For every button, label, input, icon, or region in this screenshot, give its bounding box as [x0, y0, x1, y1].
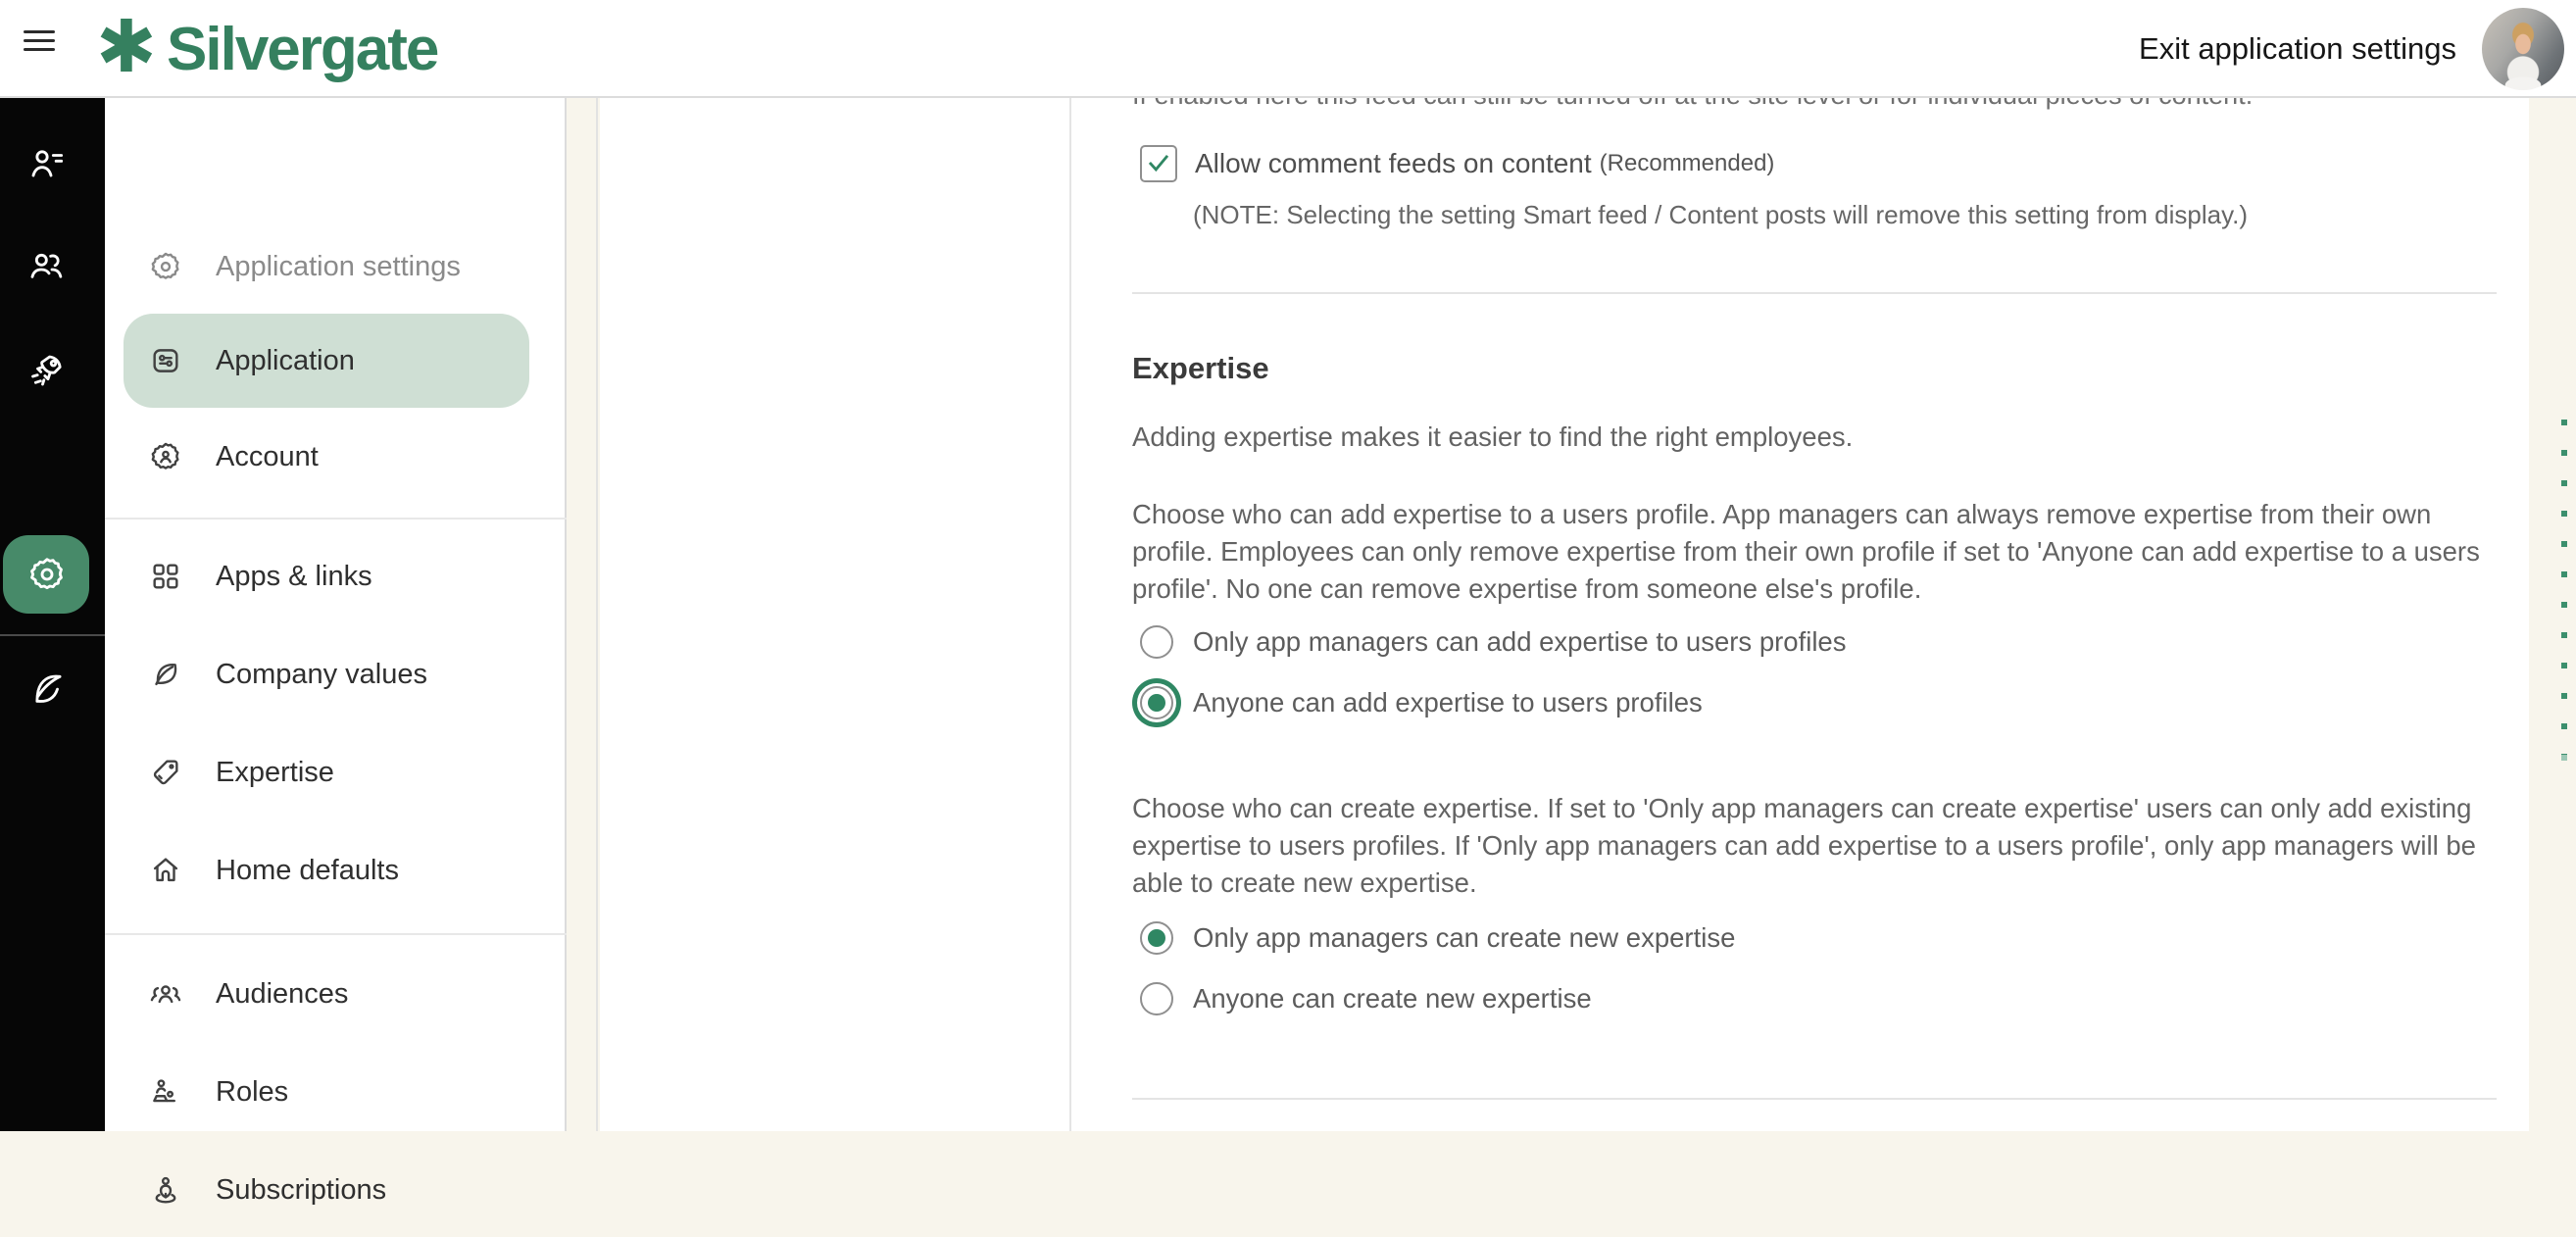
section-divider [1132, 1098, 2497, 1100]
sidebar-item-expertise[interactable] [105, 725, 567, 819]
logo-asterisk-icon: ✱ [96, 6, 158, 87]
sidebar-item-label: Audiences [216, 977, 349, 1010]
hamburger-menu-icon[interactable] [24, 30, 55, 52]
person-pin-icon [149, 1173, 182, 1207]
checkbox-recommended-suffix: (Recommended) [1599, 150, 1775, 176]
create-expertise-description: Choose who can create expertise. If set to 'Only app managers can create expertise' users can only add existing expertise to users profiles. If 'Only app managers can add expertise to a users profile', only app managers will be able to create new expertise. [1132, 793, 2476, 898]
tag-icon [149, 756, 182, 789]
settings-gear-icon[interactable] [27, 555, 67, 594]
sidebar-item-label: Expertise [216, 756, 334, 788]
radio-option-only-managers-add[interactable] [1140, 618, 1846, 666]
add-expertise-description: Choose who can add expertise to a users profile. App managers can always remove expertise from their own profile. Employees can only remove expertise from their own profile if set to 'Anyone can add expertise to a users profile'. No one can remove expertise from someone else's profile. [1132, 499, 2480, 604]
comment-feeds-setting [1140, 145, 1774, 182]
user-profile-icon[interactable] [27, 145, 67, 184]
sidebar-item-label: Subscriptions [216, 1173, 387, 1206]
radio-unselected-icon[interactable] [1140, 625, 1173, 659]
checkbox-note: (NOTE: Selecting the setting Smart feed / Content posts will remove this setting from display.) [1193, 200, 2249, 229]
sidebar-item-apps-links[interactable] [105, 529, 567, 623]
top-header [0, 0, 2576, 98]
people-icon[interactable] [27, 247, 67, 286]
clipped-scrolled-text [1132, 98, 2497, 113]
radio-label: Only app managers can create new expertise [1193, 922, 1736, 953]
scroll-dots-indicator[interactable] [2561, 420, 2567, 765]
expertise-heading: Expertise [1132, 351, 1269, 385]
app-preferences-icon [149, 344, 182, 377]
sidebar-item-label: Apps & links [216, 560, 372, 592]
radio-selected-icon[interactable] [1140, 921, 1173, 955]
sidebar-item-label: Company values [216, 658, 427, 690]
settings-sidebar [105, 98, 567, 1206]
leaf-icon [149, 658, 182, 691]
sidebar-item-home-defaults[interactable] [105, 823, 567, 917]
expertise-intro: Adding expertise makes it easier to find the right employees. [1132, 421, 1854, 452]
radio-unselected-icon[interactable] [1140, 982, 1173, 1015]
sidebar-item-subscriptions[interactable] [105, 1143, 567, 1237]
cream-gutter-left [569, 98, 598, 1131]
radio-selected-icon[interactable] [1140, 686, 1173, 719]
grid-icon [149, 560, 182, 593]
sidebar-item-label: Roles [216, 1075, 289, 1108]
sidebar-item-audiences[interactable] [105, 947, 567, 1041]
sidebar-item-roles[interactable] [105, 1045, 567, 1139]
sidebar-item-application[interactable] [124, 314, 529, 408]
sidebar-item-label: Account [216, 440, 319, 472]
sidebar-item-application-settings[interactable] [105, 220, 567, 314]
logo-text: Silvergate [167, 15, 438, 83]
home-icon [149, 854, 182, 887]
sidebar-item-label: Application [216, 344, 355, 376]
radio-label: Anyone can add expertise to users profiles [1193, 687, 1703, 717]
rocket-icon[interactable] [27, 350, 67, 389]
checkbox-label: Allow comment feeds on content [1195, 148, 1592, 178]
rail-divider [0, 634, 105, 636]
empty-sub-panel [600, 98, 1071, 1131]
radio-option-anyone-create[interactable] [1140, 975, 1592, 1022]
icon-rail [0, 98, 105, 1131]
sidebar-item-company-values[interactable] [105, 627, 567, 721]
audience-people-icon [149, 977, 182, 1011]
scroll-dot-faint [2561, 755, 2567, 761]
sidebar-item-account[interactable] [105, 410, 567, 504]
comment-feeds-checkbox[interactable] [1140, 145, 1177, 182]
feather-icon[interactable] [27, 669, 67, 709]
sidebar-divider [105, 518, 567, 520]
radio-label: Anyone can create new expertise [1193, 983, 1592, 1014]
exit-application-settings-button[interactable]: Exit application settings [2139, 31, 2456, 66]
settings-content [1071, 98, 2529, 1131]
sidebar-item-label: Application settings [216, 250, 461, 282]
sidebar-divider [105, 933, 567, 935]
radio-option-anyone-add[interactable] [1140, 679, 1703, 726]
person-desk-icon [149, 1075, 182, 1109]
gear-icon [149, 250, 182, 283]
section-divider [1132, 292, 2497, 294]
radio-label: Only app managers can add expertise to users profiles [1193, 626, 1847, 657]
user-avatar[interactable] [2482, 8, 2564, 90]
account-gear-icon [149, 440, 182, 473]
silvergate-logo [96, 0, 437, 98]
cream-gutter-right [2529, 98, 2576, 1131]
sidebar-item-label: Home defaults [216, 854, 399, 886]
radio-option-only-managers-create[interactable] [1140, 915, 1735, 962]
